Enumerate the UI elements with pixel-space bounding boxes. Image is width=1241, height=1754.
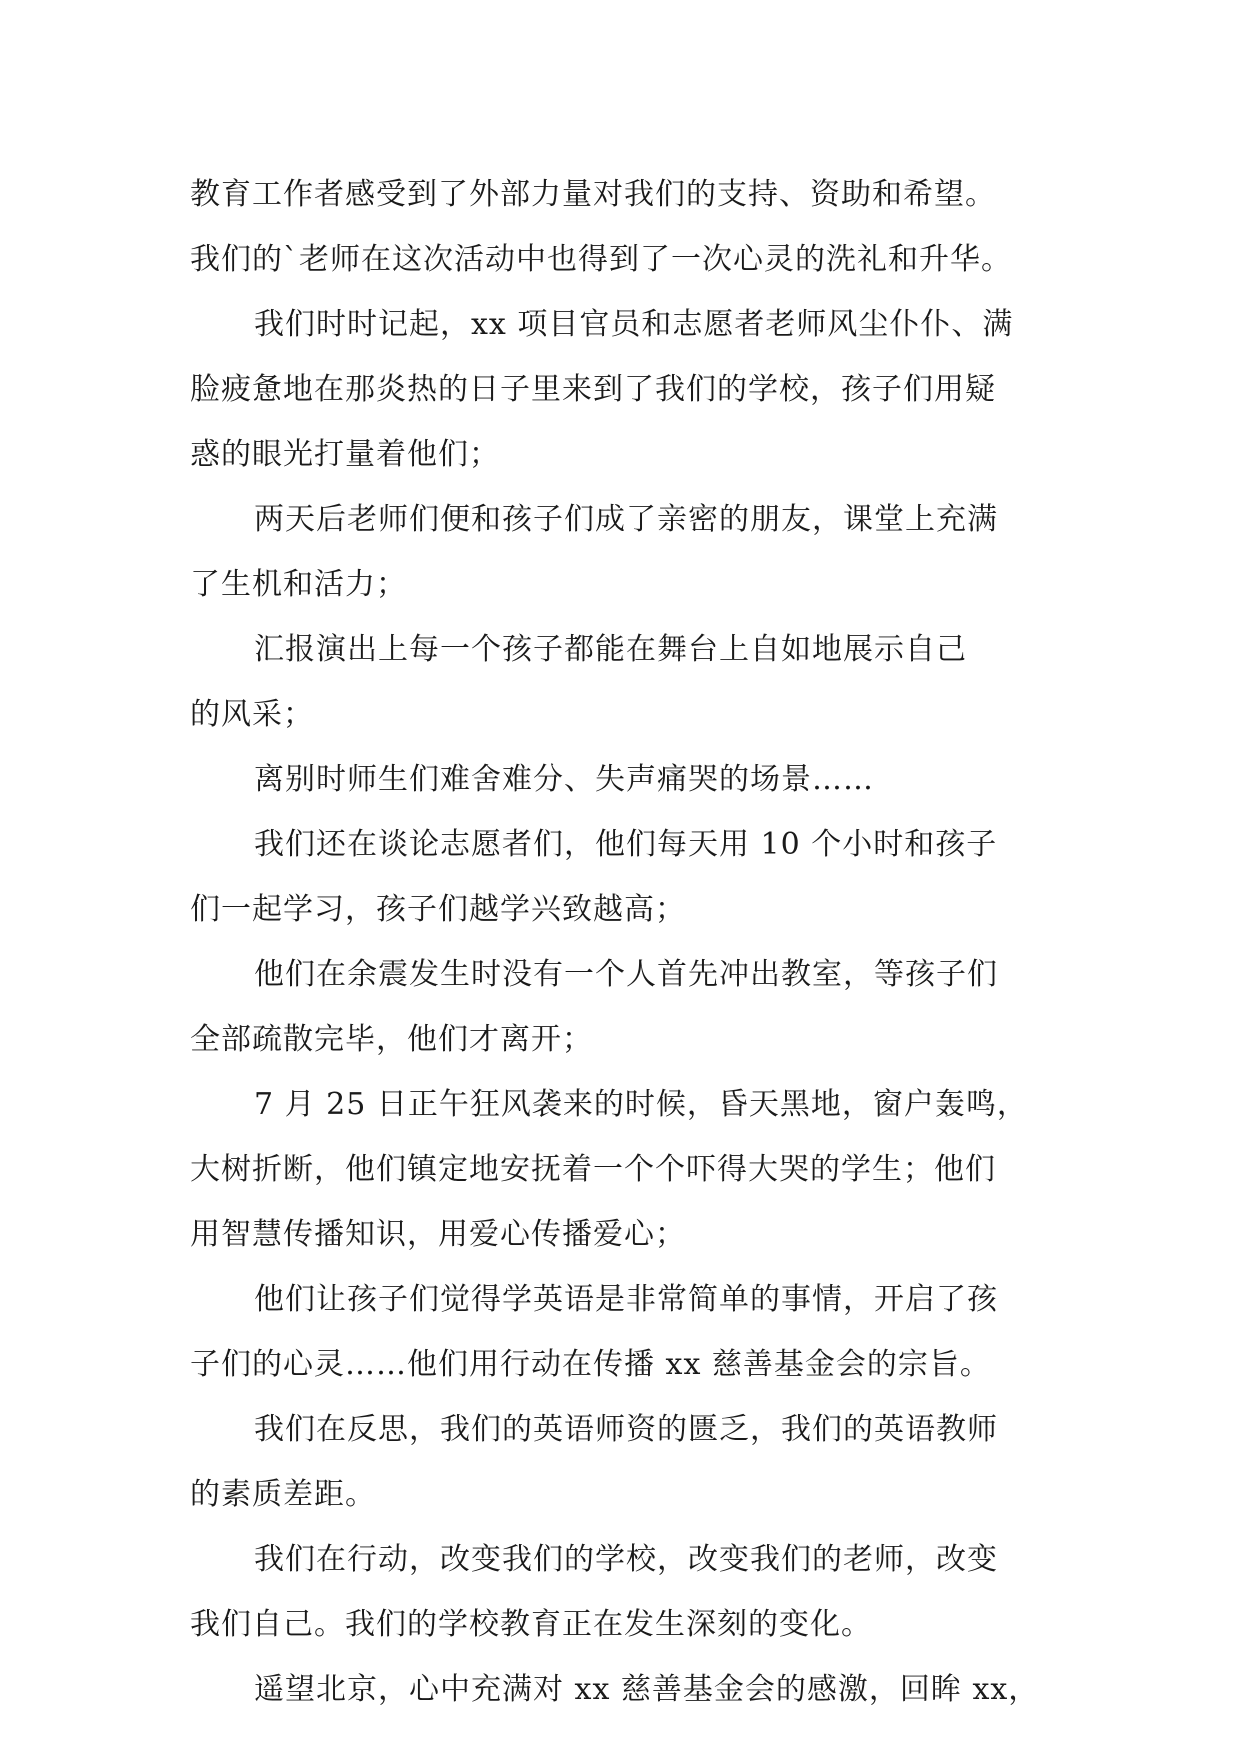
text-line: 子们的心灵……他们用行动在传播 xx 慈善基金会的宗旨。 bbox=[190, 1347, 991, 1382]
text-line: 的素质差距。 bbox=[190, 1477, 376, 1512]
text-line: 大树折断，他们镇定地安抚着一个个吓得大哭的学生；他们 bbox=[190, 1152, 996, 1187]
text-line: 脸疲惫地在那炎热的日子里来到了我们的学校，孩子们用疑 bbox=[190, 372, 996, 407]
text-line: 教育工作者感受到了外部力量对我们的支持、资助和希望。 bbox=[190, 177, 996, 212]
text-line: 的风采； bbox=[190, 697, 314, 732]
text-line: 了生机和活力； bbox=[190, 567, 407, 602]
text-line: 用智慧传播知识，用爱心传播爱心； bbox=[190, 1217, 686, 1252]
text-line: 全部疏散完毕，他们才离开； bbox=[190, 1022, 593, 1057]
document-body bbox=[190, 162, 1052, 1722]
text-line: 我们时时记起，xx 项目官员和志愿者老师风尘仆仆、满 bbox=[254, 307, 1014, 342]
text-line: 两天后老师们便和孩子们成了亲密的朋友，课堂上充满 bbox=[254, 502, 998, 537]
text-line: 我们还在谈论志愿者们，他们每天用 10 个小时和孩子 bbox=[254, 827, 998, 862]
text-line: 他们让孩子们觉得学英语是非常简单的事情，开启了孩 bbox=[254, 1282, 998, 1317]
text-line: 遥望北京，心中充满对 xx 慈善基金会的感激，回眸 xx， bbox=[254, 1672, 1040, 1707]
text-line: 7 月 25 日正午狂风袭来的时候，昏天黑地，窗户轰鸣， bbox=[254, 1087, 1028, 1122]
text-line: 我们在反思，我们的英语师资的匮乏，我们的英语教师 bbox=[254, 1412, 998, 1447]
text-line: 我们在行动，改变我们的学校，改变我们的老师，改变 bbox=[254, 1542, 998, 1577]
text-line: 们一起学习，孩子们越学兴致越高； bbox=[190, 892, 686, 927]
text-line: 离别时师生们难舍难分、失声痛哭的场景…… bbox=[254, 762, 874, 797]
text-line: 汇报演出上每一个孩子都能在舞台上自如地展示自己 bbox=[254, 632, 967, 667]
text-line: 他们在余震发生时没有一个人首先冲出教室，等孩子们 bbox=[254, 957, 998, 992]
text-line: 惑的眼光打量着他们； bbox=[190, 437, 500, 472]
text-line: 我们的`老师在这次活动中也得到了一次心灵的洗礼和升华。 bbox=[190, 242, 1012, 277]
text-line: 我们自己。我们的学校教育正在发生深刻的变化。 bbox=[190, 1607, 872, 1642]
